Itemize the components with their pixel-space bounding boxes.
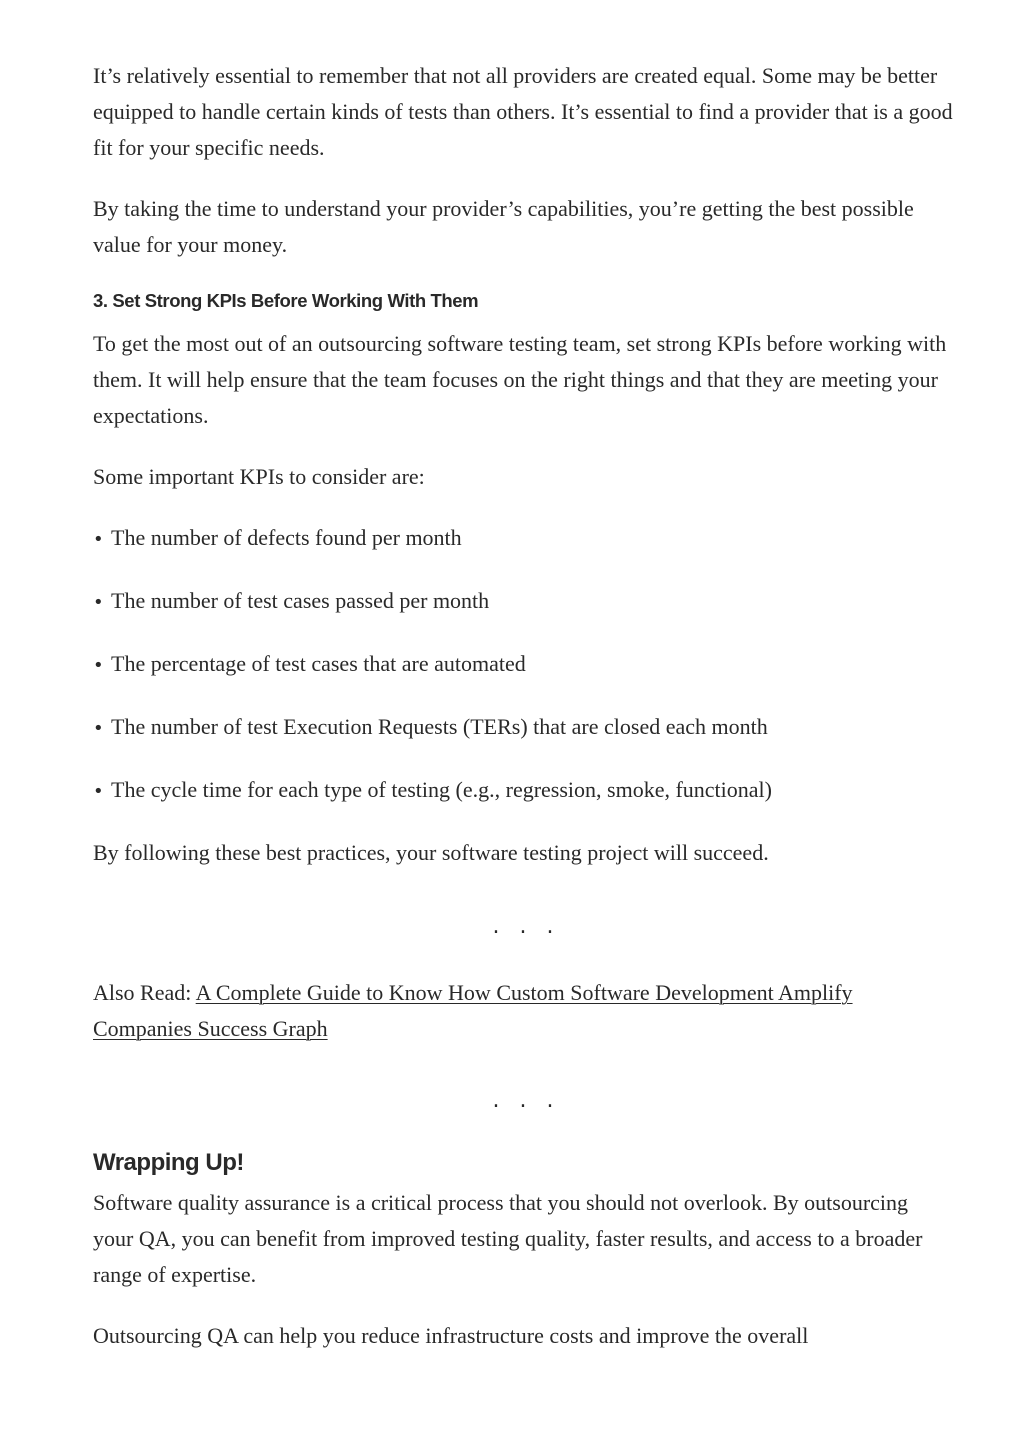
paragraph-capabilities: By taking the time to understand your provider’s capabilities, you’re getting the best possible value for your money. — [93, 196, 914, 257]
bullet-icon: • — [93, 529, 104, 550]
bullet-icon: • — [93, 718, 104, 739]
section-separator — [93, 1083, 953, 1119]
separator-dots: ... — [492, 1088, 574, 1113]
paragraph-conclusion: Software quality assurance is a critical process that you should not overlook. By outsourcing your QA, you can benefit from improved testing quality, faster results, and access to a broader range of expertise. — [93, 1190, 923, 1287]
list-item-text: The percentage of test cases that are automated — [111, 651, 526, 676]
list-item — [93, 520, 953, 558]
separator-dots: ... — [492, 914, 574, 939]
article-body — [93, 58, 953, 1379]
paragraph-providers: It’s relatively essential to remember that not all providers are created equal. Some may be better equipped to handle certain kinds of tests than others. It’s essential to find a provider that is a good fit for your specific needs. — [93, 63, 953, 160]
paragraph-kpis-intro: To get the most out of an outsourcing software testing team, set strong KPIs before working with them. It will help ensure that the team focuses on the right things and that they are meeting your expectations. — [93, 331, 947, 428]
list-item-text: The number of test Execution Requests (TERs) that are closed each month — [111, 714, 768, 739]
also-read-label: Also Read: — [93, 980, 196, 1005]
list-item — [93, 646, 953, 684]
section-heading-wrapping-up: Wrapping Up! — [93, 1149, 244, 1176]
kpi-list — [93, 520, 953, 810]
list-item — [93, 772, 953, 810]
list-item — [93, 709, 953, 747]
bullet-icon: • — [93, 655, 104, 676]
subheading-kpis: 3. Set Strong KPIs Before Working With Them — [93, 290, 479, 311]
list-item-text: The number of defects found per month — [111, 525, 462, 550]
list-item-text: The number of test cases passed per month — [111, 588, 490, 613]
section-separator — [93, 909, 953, 945]
paragraph-outsourcing-qa: Outsourcing QA can help you reduce infrastructure costs and improve the overall — [93, 1323, 809, 1348]
bullet-icon: • — [93, 781, 104, 802]
bullet-icon: • — [93, 592, 104, 613]
list-item-text: The cycle time for each type of testing (e.g., regression, smoke, functional) — [111, 777, 772, 802]
paragraph-best-practices: By following these best practices, your software testing project will succeed. — [93, 840, 769, 865]
paragraph-kpis-list-intro: Some important KPIs to consider are: — [93, 464, 425, 489]
list-item — [93, 583, 953, 621]
also-read — [93, 975, 953, 1047]
also-read-link[interactable]: A Complete Guide to Know How Custom Software Development Amplify Companies Success Graph — [93, 980, 853, 1041]
